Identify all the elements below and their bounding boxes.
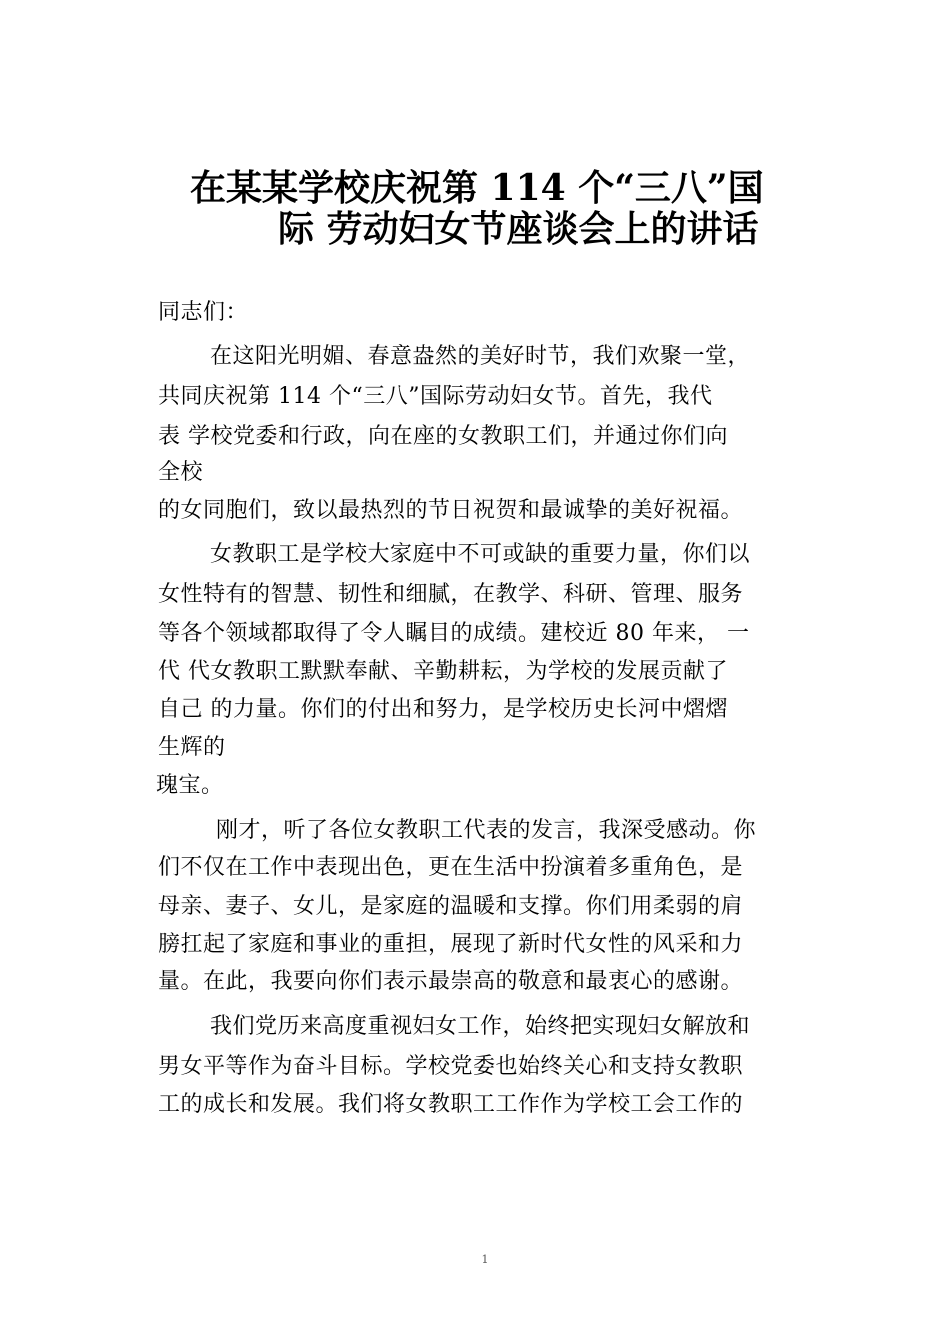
paragraph-line: 瑰宝。	[156, 773, 224, 798]
paragraph-line: 量。在此，我要向你们表示最崇高的敬意和最衷心的感谢。	[158, 969, 744, 994]
paragraph-line: 女教职工是学校大家庭中不可或缺的重要力量，你们以	[210, 542, 751, 567]
paragraph-line: 自己 的力量。你们的付出和努力，是学校历史长河中熠熠	[158, 697, 728, 722]
document-title-line-2: 际 劳动妇女节座谈会上的讲话	[278, 208, 759, 250]
paragraph-line: 表 学校党委和行政，向在座的女教职工们，并通过你们向	[158, 424, 728, 449]
paragraph-line: 在这阳光明媚、春意盎然的美好时节，我们欢聚一堂，	[210, 344, 751, 369]
paragraph-line: 膀扛起了家庭和事业的重担，展现了新时代女性的风采和力	[158, 932, 744, 957]
paragraph-line: 们不仅在工作中表现出色，更在生活中扮演着多重角色，是	[158, 855, 744, 880]
page-number: 1	[481, 1253, 489, 1266]
paragraph-line: 共同庆祝第 114 个“三八”国际劳动妇女节。首先，我代	[158, 384, 713, 409]
paragraph-line: 工的成长和发展。我们将女教职工工作作为学校工会工作的	[158, 1092, 744, 1117]
paragraph-line: 生辉的	[158, 735, 226, 760]
paragraph-line: 全校	[158, 460, 204, 485]
paragraph-line: 刚才，听了各位女教职工代表的发言，我深受感动。你	[216, 818, 757, 843]
paragraph-line: 男女平等作为奋斗目标。学校党委也始终关心和支持女教职	[158, 1054, 744, 1079]
paragraph-line: 我们党历来高度重视妇女工作，始终把实现妇女解放和	[210, 1014, 751, 1039]
paragraph-line: 女性特有的智慧、韧性和细腻，在教学、科研、管理、服务	[158, 582, 744, 607]
paragraph-line: 等各个领域都取得了令人瞩目的成绩。建校近 80 年来， 一	[158, 621, 750, 646]
document-title-line-1: 在某某学校庆祝第 114 个“三八”国	[190, 167, 764, 209]
paragraph-line: 代 代女教职工默默奉献、辛勤耕耘，为学校的发展贡献了	[158, 659, 728, 684]
paragraph-line: 母亲、妻子、女儿，是家庭的温暖和支撑。你们用柔弱的肩	[158, 894, 744, 919]
salutation: 同志们：	[158, 300, 249, 325]
paragraph-line: 的女同胞们，致以最热烈的节日祝贺和最诚挚的美好祝福。	[158, 498, 744, 523]
